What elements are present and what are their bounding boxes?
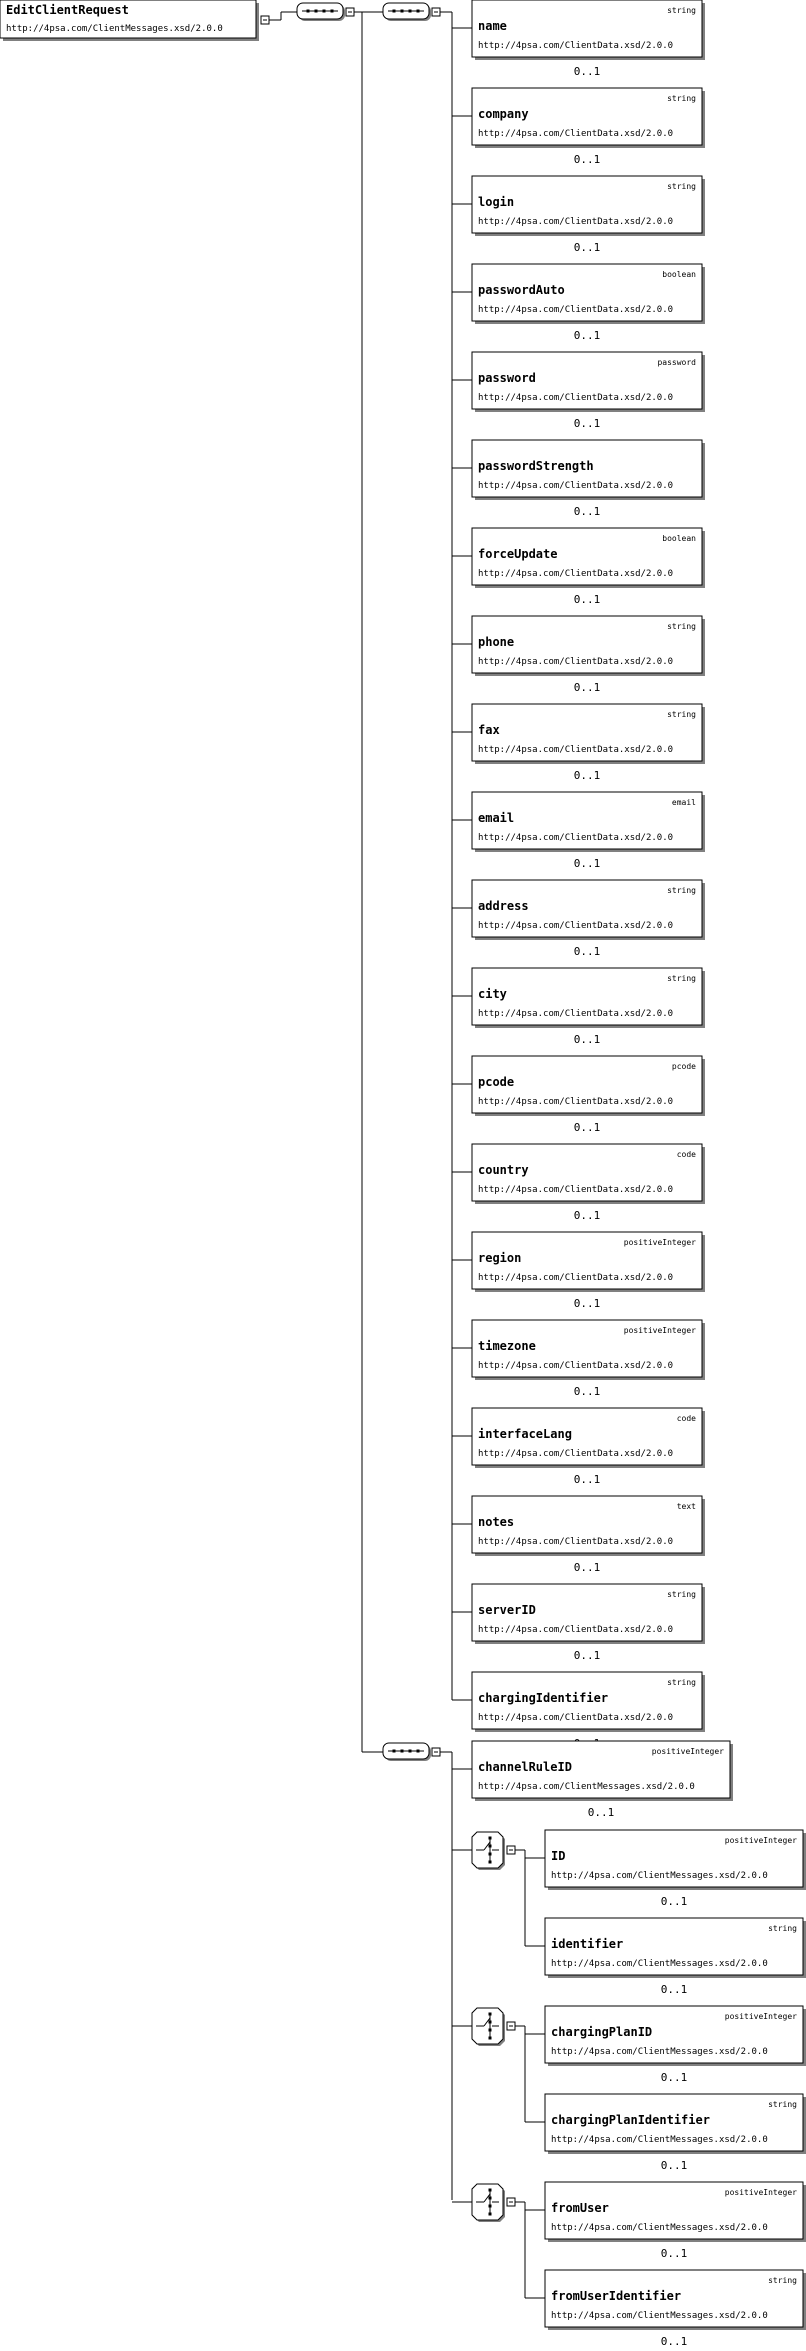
occurrence-label: 0..1: [660, 1895, 688, 1908]
element-type-label: string: [667, 886, 696, 895]
element-name: password: [478, 371, 536, 385]
element-namespace: http://4psa.com/ClientData.xsd/2.0.0: [478, 833, 674, 843]
schema-element-identifier[interactable]: [545, 1918, 806, 1978]
schema-element-ID[interactable]: [545, 1830, 806, 1890]
element-namespace: http://4psa.com/ClientData.xsd/2.0.0: [478, 745, 674, 755]
element-namespace: http://4psa.com/ClientMessages.xsd/2.0.0: [478, 1782, 695, 1792]
occurrence-label: 0..1: [587, 1806, 615, 1819]
choice-compositor-3[interactable]: [472, 2184, 505, 2222]
element-namespace: http://4psa.com/ClientData.xsd/2.0.0: [478, 1097, 674, 1107]
element-name: fax: [478, 723, 500, 737]
element-name: serverID: [478, 1603, 536, 1617]
element-namespace: http://4psa.com/ClientData.xsd/2.0.0: [478, 1449, 674, 1459]
element-namespace: http://4psa.com/ClientData.xsd/2.0.0: [478, 1009, 674, 1019]
element-type-label: string: [768, 2276, 797, 2285]
element-name: chargingPlanID: [551, 2025, 653, 2039]
occurrence-label: 0..1: [573, 329, 601, 342]
element-namespace: http://4psa.com/ClientData.xsd/2.0.0: [478, 217, 674, 227]
element-name: fromUser: [551, 2201, 609, 2215]
collapse-toggle-icon[interactable]: [432, 8, 440, 16]
schema-element-chargingPlanIdentifier[interactable]: [545, 2094, 806, 2154]
schema-element-region[interactable]: [472, 1232, 705, 1292]
collapse-toggle-icon[interactable]: [432, 1748, 440, 1756]
element-namespace: http://4psa.com/ClientData.xsd/2.0.0: [478, 1625, 674, 1635]
schema-element-channelRuleID[interactable]: [472, 1741, 733, 1801]
occurrence-label: 0..1: [573, 1033, 601, 1046]
choice-compositor-1[interactable]: [472, 1832, 505, 1870]
element-name: city: [478, 987, 507, 1001]
element-namespace: http://4psa.com/ClientMessages.xsd/2.0.0: [551, 2135, 768, 2145]
element-type-label: positiveInteger: [623, 1238, 696, 1247]
element-type-label: string: [667, 94, 696, 103]
occurrence-label: 0..1: [573, 857, 601, 870]
schema-element-company[interactable]: [472, 88, 705, 148]
element-namespace: http://4psa.com/ClientData.xsd/2.0.0: [478, 41, 674, 51]
element-type-label: string: [667, 1678, 696, 1687]
element-type-label: positiveInteger: [724, 2188, 797, 2197]
occurrence-label: 0..1: [660, 2159, 688, 2172]
occurrence-label: 0..1: [573, 1385, 601, 1398]
schema-element-login[interactable]: [472, 176, 705, 236]
occurrence-label: 0..1: [573, 1121, 601, 1134]
occurrence-label: 0..1: [573, 1649, 601, 1662]
occurrence-label: 0..1: [573, 65, 601, 78]
element-name: login: [478, 195, 515, 209]
schema-element-serverID[interactable]: [472, 1584, 705, 1644]
element-namespace: http://4psa.com/ClientData.xsd/2.0.0: [478, 1713, 674, 1723]
schema-element-fromUser[interactable]: [545, 2182, 806, 2242]
element-name: chargingIdentifier: [478, 1691, 609, 1705]
element-name: identifier: [551, 1937, 624, 1951]
element-name: notes: [478, 1515, 515, 1529]
element-type-label: string: [667, 6, 696, 15]
occurrence-label: 0..1: [573, 417, 601, 430]
element-type-label: positiveInteger: [623, 1326, 696, 1335]
element-namespace: http://4psa.com/ClientData.xsd/2.0.0: [478, 657, 674, 667]
collapse-toggle-icon[interactable]: [346, 8, 354, 16]
schema-element-passwordStrength[interactable]: [472, 440, 705, 500]
element-type-label: string: [667, 1590, 696, 1599]
element-namespace: http://4psa.com/ClientData.xsd/2.0.0: [478, 481, 674, 491]
occurrence-label: 0..1: [573, 945, 601, 958]
element-type-label: code: [676, 1414, 696, 1423]
element-name: forceUpdate: [478, 547, 558, 561]
element-type-label: password: [657, 358, 696, 367]
element-namespace: http://4psa.com/ClientData.xsd/2.0.0: [478, 393, 674, 403]
element-type-label: string: [667, 710, 696, 719]
element-name: email: [478, 811, 515, 825]
occurrence-label: 0..1: [573, 1561, 601, 1574]
collapse-toggle-icon[interactable]: [507, 2198, 515, 2206]
occurrence-label: 0..1: [573, 681, 601, 694]
element-namespace: http://4psa.com/ClientData.xsd/2.0.0: [478, 305, 674, 315]
occurrence-label: 0..1: [573, 1297, 601, 1310]
element-name: address: [478, 899, 529, 913]
schema-element-forceUpdate[interactable]: [472, 528, 705, 588]
element-type-label: text: [676, 1502, 696, 1511]
occurrence-label: 0..1: [573, 769, 601, 782]
element-type-label: code: [676, 1150, 696, 1159]
schema-element-password[interactable]: [472, 352, 705, 412]
element-type-label: string: [667, 182, 696, 191]
element-name: phone: [478, 635, 515, 649]
element-type-label: string: [667, 974, 696, 983]
schema-element-timezone[interactable]: [472, 1320, 705, 1380]
schema-element-pcode[interactable]: [472, 1056, 705, 1116]
element-type-label: string: [667, 622, 696, 631]
element-namespace: http://4psa.com/ClientData.xsd/2.0.0: [478, 1361, 674, 1371]
element-name: interfaceLang: [478, 1427, 572, 1441]
element-namespace: http://4psa.com/ClientMessages.xsd/2.0.0: [551, 1959, 768, 1969]
element-namespace: http://4psa.com/ClientData.xsd/2.0.0: [478, 921, 674, 931]
root-element-name: EditClientRequest: [6, 3, 129, 17]
element-namespace: http://4psa.com/ClientData.xsd/2.0.0: [478, 129, 674, 139]
occurrence-label: 0..1: [573, 1209, 601, 1222]
element-name: fromUserIdentifier: [551, 2289, 682, 2303]
occurrence-label: 0..1: [660, 2335, 688, 2348]
sequence-compositor-outer[interactable]: [297, 3, 345, 21]
collapse-toggle-icon[interactable]: [507, 1846, 515, 1854]
element-type-label: pcode: [671, 1062, 696, 1071]
root-element[interactable]: [0, 0, 259, 41]
element-name: timezone: [478, 1339, 536, 1353]
element-namespace: http://4psa.com/ClientData.xsd/2.0.0: [478, 569, 674, 579]
element-name: passwordStrength: [478, 459, 594, 473]
element-name: country: [478, 1163, 529, 1177]
schema-element-notes[interactable]: [472, 1496, 705, 1556]
schema-element-interfaceLang[interactable]: [472, 1408, 705, 1468]
schema-element-fromUserIdentifier[interactable]: [545, 2270, 806, 2330]
element-type-label: string: [768, 2100, 797, 2109]
occurrence-label: 0..1: [660, 1983, 688, 1996]
element-namespace: http://4psa.com/ClientMessages.xsd/2.0.0: [551, 2311, 768, 2321]
schema-element-address[interactable]: [472, 880, 705, 940]
sequence-compositor-client-data[interactable]: [383, 3, 431, 21]
element-type-label: positiveInteger: [651, 1747, 724, 1756]
occurrence-label: 0..1: [573, 593, 601, 606]
element-namespace: http://4psa.com/ClientData.xsd/2.0.0: [478, 1537, 674, 1547]
element-namespace: http://4psa.com/ClientMessages.xsd/2.0.0: [551, 2223, 768, 2233]
root-element-namespace: http://4psa.com/ClientMessages.xsd/2.0.0: [6, 24, 223, 34]
sequence-compositor-messages[interactable]: [383, 1743, 431, 1761]
schema-element-city[interactable]: [472, 968, 705, 1028]
schema-element-fax[interactable]: [472, 704, 705, 764]
element-name: chargingPlanIdentifier: [551, 2113, 710, 2127]
schema-element-country[interactable]: [472, 1144, 705, 1204]
element-name: ID: [551, 1849, 566, 1863]
occurrence-label: 0..1: [573, 505, 601, 518]
element-name: company: [478, 107, 529, 121]
element-type-label: string: [768, 1924, 797, 1933]
schema-element-phone[interactable]: [472, 616, 705, 676]
element-type-label: boolean: [662, 534, 696, 543]
choice-compositor-2[interactable]: [472, 2008, 505, 2046]
occurrence-label: 0..1: [573, 1473, 601, 1486]
schema-element-email[interactable]: [472, 792, 705, 852]
element-type-label: positiveInteger: [724, 1836, 797, 1845]
occurrence-label: 0..1: [573, 241, 601, 254]
element-namespace: http://4psa.com/ClientMessages.xsd/2.0.0: [551, 1871, 768, 1881]
schema-element-name[interactable]: [472, 0, 705, 60]
element-name: region: [478, 1251, 522, 1265]
occurrence-label: 0..1: [573, 153, 601, 166]
element-namespace: http://4psa.com/ClientData.xsd/2.0.0: [478, 1273, 674, 1283]
collapse-toggle-icon[interactable]: [261, 16, 269, 24]
collapse-toggle-icon[interactable]: [507, 2022, 515, 2030]
occurrence-label: 0..1: [660, 2247, 688, 2260]
schema-element-passwordAuto[interactable]: [472, 264, 705, 324]
element-name: pcode: [478, 1075, 515, 1089]
element-name: name: [478, 19, 507, 33]
element-type-label: positiveInteger: [724, 2012, 797, 2021]
occurrence-label: 0..1: [660, 2071, 688, 2084]
element-namespace: http://4psa.com/ClientMessages.xsd/2.0.0: [551, 2047, 768, 2057]
schema-element-chargingPlanID[interactable]: [545, 2006, 806, 2066]
schema-element-chargingIdentifier[interactable]: [472, 1672, 705, 1732]
element-name: passwordAuto: [478, 283, 565, 297]
element-type-label: boolean: [662, 270, 696, 279]
element-type-label: email: [671, 798, 696, 807]
element-name: channelRuleID: [478, 1760, 572, 1774]
element-namespace: http://4psa.com/ClientData.xsd/2.0.0: [478, 1185, 674, 1195]
